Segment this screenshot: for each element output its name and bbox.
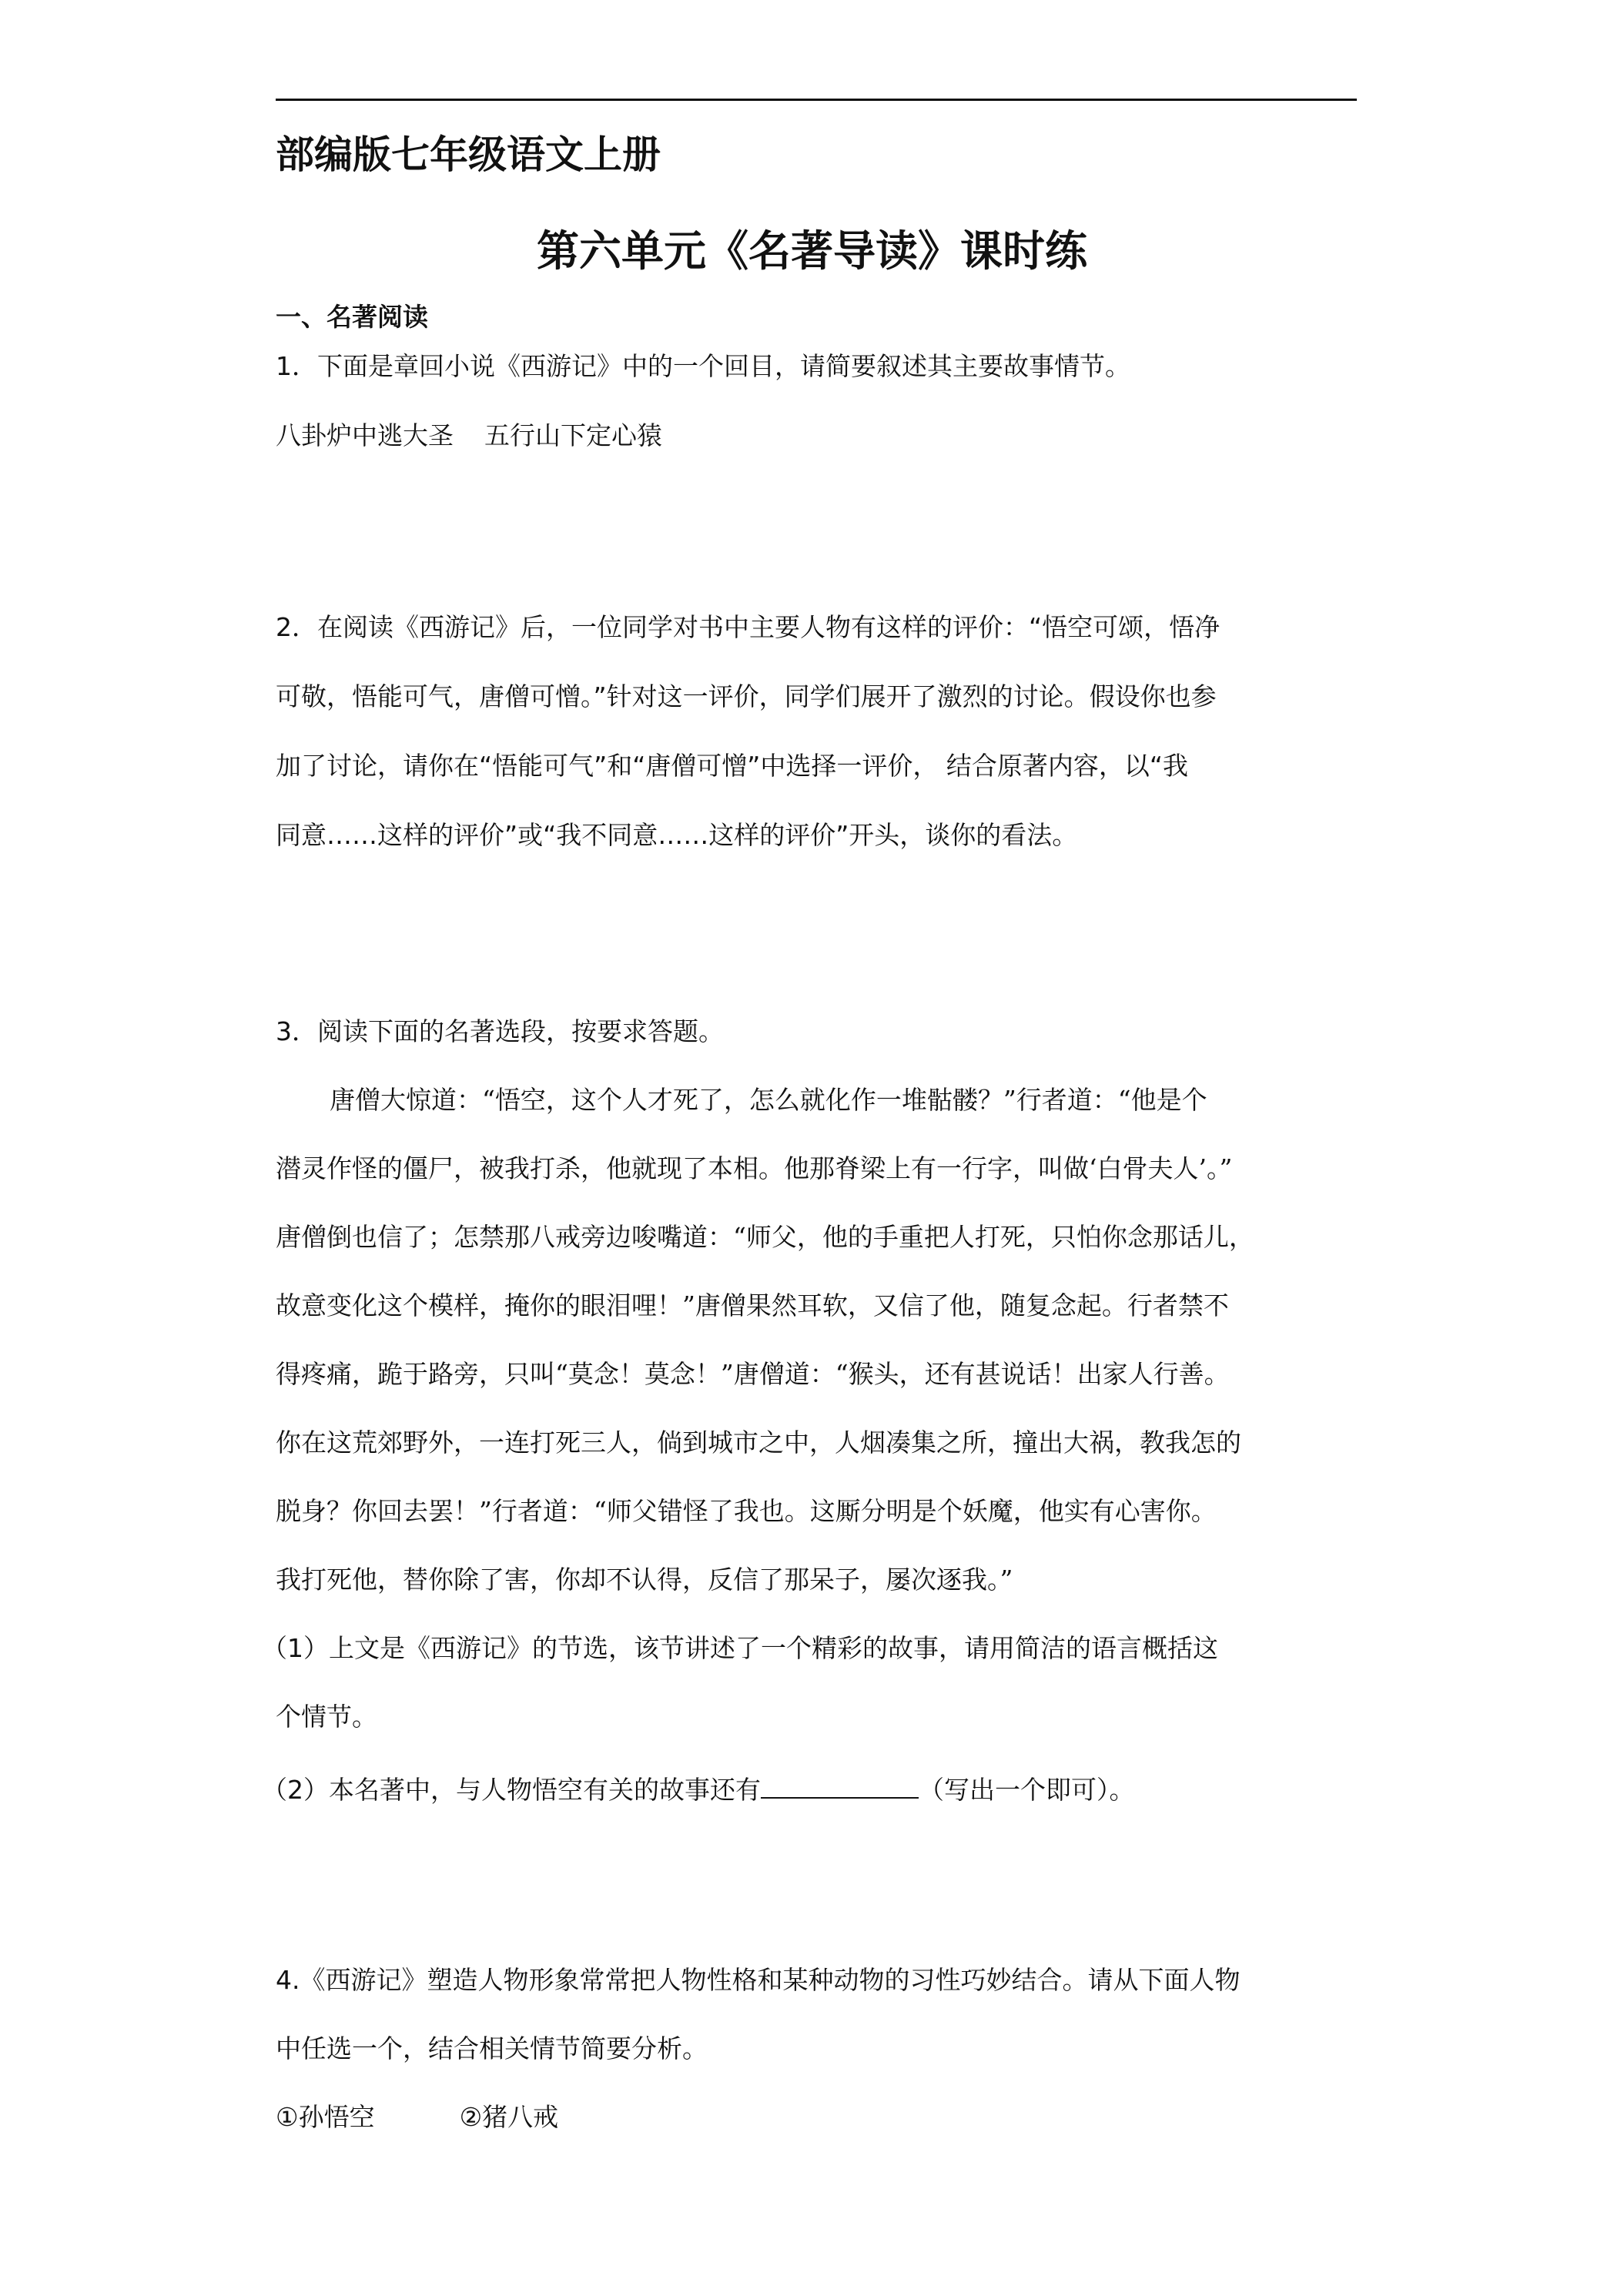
question-1-chapter-title xyxy=(276,420,662,451)
question-3-sub-2 xyxy=(262,1772,1135,1806)
document-title: 第六单元《名著导读》课时练 xyxy=(536,226,1087,276)
question-4-line: 4.《西游记》塑造人物形象常常把人物性格和某种动物的习性巧妙结合。请从下面人物 xyxy=(276,1965,1241,1995)
chapter-title-part-2: 五行山下定心猿 xyxy=(484,420,662,450)
question-3-sub-1-cont: 个情节。 xyxy=(276,1702,377,1732)
header-rule xyxy=(276,99,1357,101)
answer-blank[interactable] xyxy=(761,1772,919,1799)
passage-line: 得疼痛，跪于路旁，只叫“莫念！莫念！”唐僧道：“猴头，还有甚说话！出家人行善。 xyxy=(276,1359,1230,1389)
chapter-title-part-1: 八卦炉中逃大圣 xyxy=(276,420,454,450)
sub-2-text-after: （写出一个即可）。 xyxy=(919,1775,1135,1805)
passage-line: 你在这荒郊野外，一连打死三人，倘到城市之中，人烟凑集之所，撞出大祸，教我怎的 xyxy=(276,1427,1241,1458)
question-2-line: 同意……这样的评价”或“我不同意……这样的评价”开头，谈你的看法。 xyxy=(276,820,1078,850)
question-3-prompt: 3．阅读下面的名著选段，按要求答题。 xyxy=(276,1016,724,1046)
passage-line: 潜灵作怪的僵尸，被我打杀，他就现了本相。他那脊梁上有一行字，叫做‘白骨夫人’。” xyxy=(276,1153,1233,1183)
passage-line: 唐僧大惊道：“悟空，这个人才死了，怎么就化作一堆骷髅？”行者道：“他是个 xyxy=(330,1085,1207,1115)
question-4-line: 中任选一个，结合相关情节简要分析。 xyxy=(276,2033,708,2063)
question-3-sub-1: （1）上文是《西游记》的节选，该节讲述了一个精彩的故事，请用简洁的语言概括这 xyxy=(262,1633,1218,1663)
question-2-line: 加了讨论，请你在“悟能可气”和“唐僧可憎”中选择一评价， 结合原著内容，以“我 xyxy=(276,751,1188,781)
question-4-options xyxy=(276,2102,558,2133)
passage-line: 我打死他，替你除了害，你却不认得，反信了那呆子，屡次逐我。” xyxy=(276,1565,1013,1595)
option-zhu-bajie: ②猪八戒 xyxy=(459,2102,559,2132)
passage-line: 脱身？你回去罢！”行者道：“师父错怪了我也。这厮分明是个妖魔，他实有心害你。 xyxy=(276,1496,1217,1526)
passage-line: 故意变化这个模样，掩你的眼泪哩！”唐僧果然耳软，又信了他，随复念起。行者禁不 xyxy=(276,1290,1229,1320)
question-2-line: 可敬，悟能可气，唐僧可憎。”针对这一评价，同学们展开了激烈的讨论。假设你也参 xyxy=(276,681,1217,711)
option-sun-wukong: ①孙悟空 xyxy=(276,2102,375,2132)
question-2-line: 2．在阅读《西游记》后，一位同学对书中主要人物有这样的评价：“悟空可颂，悟净 xyxy=(276,612,1221,642)
section-heading: 一、名著阅读 xyxy=(276,302,428,332)
sub-2-text-before: （2）本名著中，与人物悟空有关的故事还有 xyxy=(262,1775,761,1805)
passage-line: 唐僧倒也信了；怎禁那八戒旁边唆嘴道：“师父，他的手重把人打死，只怕你念那话儿， xyxy=(276,1222,1254,1252)
document-header: 部编版七年级语文上册 xyxy=(276,132,661,177)
question-1-prompt: 1．下面是章回小说《西游记》中的一个回目，请简要叙述其主要故事情节。 xyxy=(276,351,1130,381)
